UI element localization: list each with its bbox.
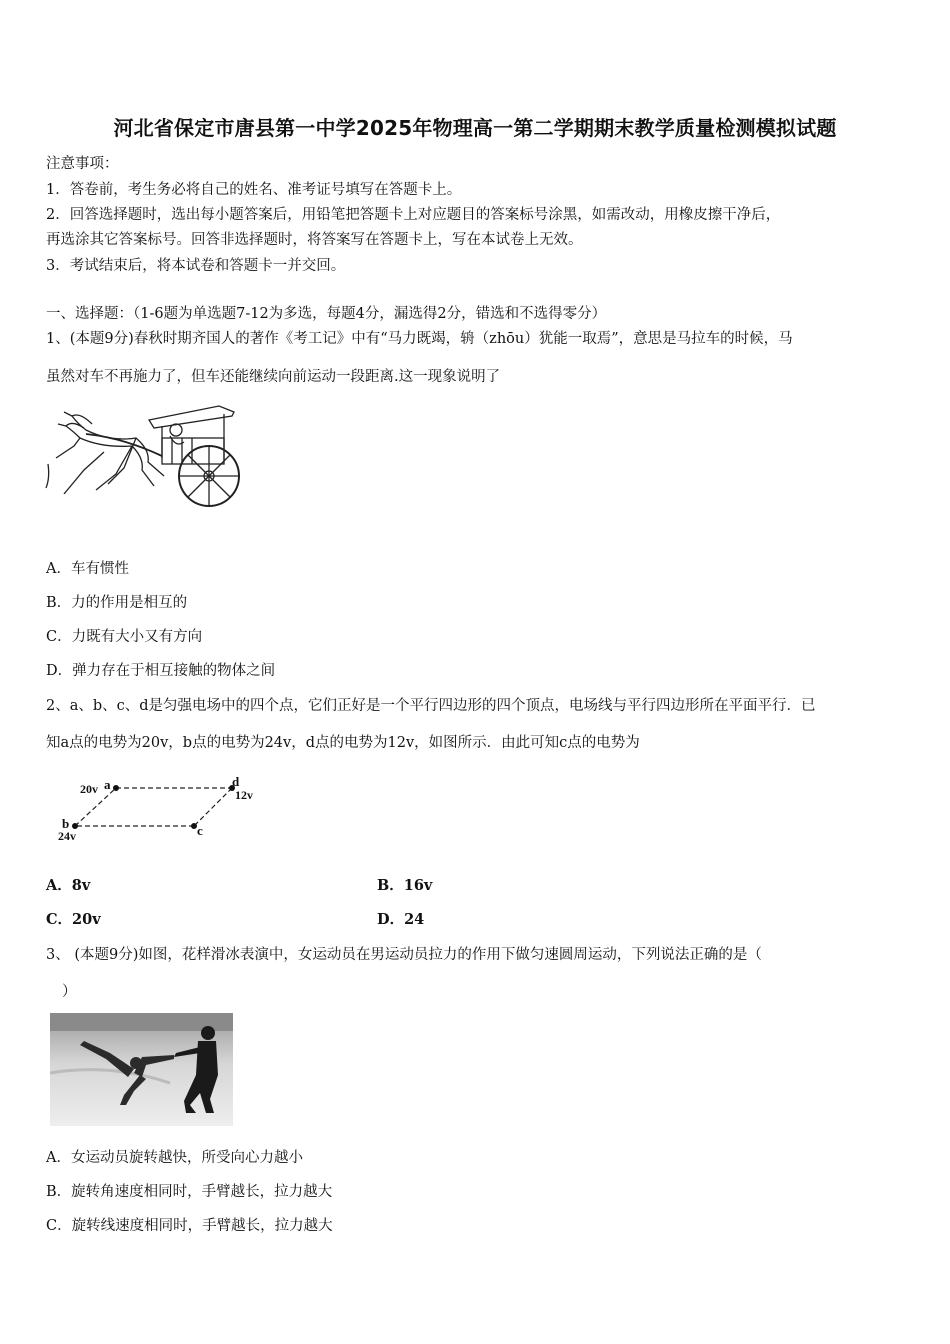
parallelogram-field-diagram — [50, 770, 270, 850]
q1-option-c: C．力既有大小又有方向 — [46, 629, 203, 645]
q3-option-b: B．旋转角速度相同时，手臂越长，拉力越大 — [46, 1184, 333, 1200]
q2-stem-line2: 知a点的电势为20v，b点的电势为24v，d点的电势为12v，如图所示．由此可知c点的电势为 — [46, 735, 640, 751]
notice-item-1: 1．答卷前，考生务必将自己的姓名、准考证号填写在答题卡上。 — [46, 182, 462, 198]
q1-stem-line2: 虽然对车不再施力了，但车还能继续向前运动一段距离.这一现象说明了 — [46, 369, 501, 385]
figure-skating-photo — [50, 1013, 233, 1126]
q3-option-c: C．旋转线速度相同时，手臂越长，拉力越大 — [46, 1218, 333, 1234]
c-label: c — [197, 823, 203, 838]
q1-option-d: D．弹力存在于相互接触的物体之间 — [46, 663, 276, 679]
a-value-label: 20v — [80, 782, 98, 796]
a-label: a — [104, 777, 111, 792]
q2-stem-line1: 2、a、b、c、d是匀强电场中的四个点，它们正好是一个平行四边形的四个顶点，电场线与平行四边形所在平面平行．已 — [46, 698, 816, 714]
q2-option-c: C．20v — [46, 911, 101, 928]
q1-option-b: B．力的作用是相互的 — [46, 595, 188, 611]
section-heading: 一、选择题：（1-6题为单选题7-12为多选，每题4分，漏选得2分，错选和不选得零分） — [46, 306, 607, 322]
d-label: d — [232, 774, 240, 789]
q2-option-b: B．16v — [377, 877, 433, 894]
b-label: b — [62, 816, 70, 831]
q2-option-a: A．8v — [46, 877, 91, 894]
notice-item-2-cont: 再选涂其它答案标号。回答非选择题时，将答案写在答题卡上，写在本试卷上无效。 — [46, 232, 583, 248]
d-value-label: 12v — [235, 788, 253, 802]
notice-item-3: 3．考试结束后，将本试卷和答题卡一并交回。 — [46, 258, 346, 274]
notice-item-2: 2．回答选择题时，选出每小题答案后，用铅笔把答题卡上对应题目的答案标号涂黑，如需改动，用橡皮擦干净后， — [46, 207, 781, 223]
q3-stem-line2: ） — [62, 984, 77, 1000]
q3-option-a: A．女运动员旋转越快，所受向心力越小 — [46, 1150, 303, 1166]
q3-stem-line1: 3、 (本题9分)如图，花样滑冰表演中，女运动员在男运动员拉力的作用下做匀速圆周运动，下列说法正确的是（ — [46, 947, 762, 963]
notice-heading: 注意事项： — [46, 156, 119, 172]
point-a — [113, 785, 119, 791]
horse-chariot-illustration — [44, 398, 249, 513]
q2-option-d: D．24 — [377, 911, 425, 928]
page-title: 河北省保定市唐县第一中学2025年物理高一第二学期期末教学质量检测模拟试题 — [113, 116, 837, 140]
q1-stem-line1: 1、(本题9分)春秋时期齐国人的著作《考工记》中有“马力既竭，辀（zhōu）犹能一取焉”，意思是马拉车的时候，马 — [46, 331, 793, 347]
b-value-label: 24v — [58, 829, 76, 843]
q1-option-a: A．车有惯性 — [46, 561, 129, 577]
